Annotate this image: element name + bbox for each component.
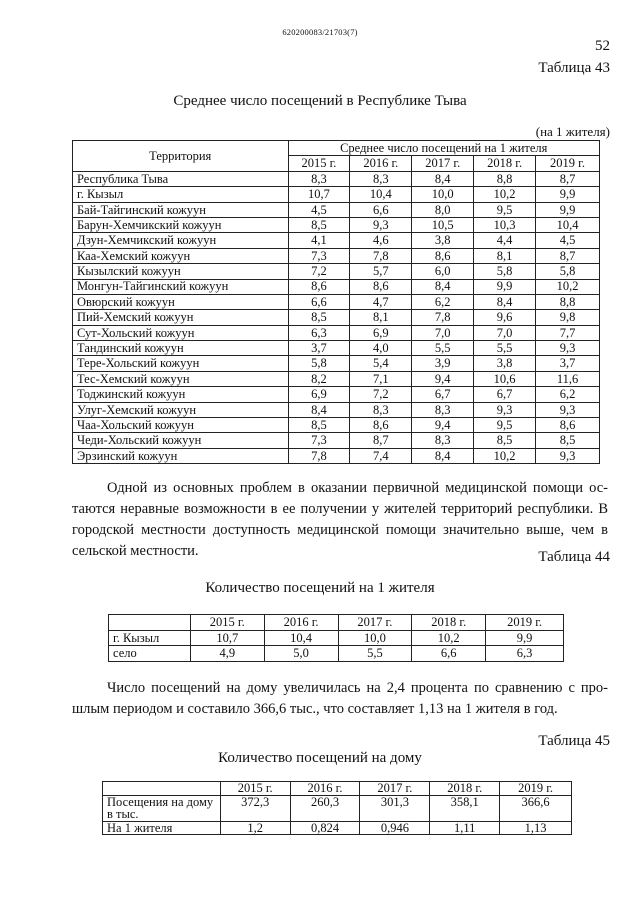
- table-row: [73, 418, 600, 433]
- table-cell-value: 10,2: [474, 187, 536, 202]
- paragraph1-line: сельской местности.: [72, 543, 199, 559]
- table-cell-value: 9,6: [474, 310, 536, 325]
- table44: [108, 614, 564, 662]
- table-cell-value: 7,7: [536, 325, 600, 340]
- table-cell-value: 4,4: [474, 233, 536, 248]
- table43-label: Таблица 43: [538, 60, 610, 76]
- row-label: село: [109, 646, 191, 662]
- table-cell-value: 5,5: [412, 341, 474, 356]
- table-cell-value: 6,3: [486, 646, 564, 662]
- table-cell-value: 8,3: [412, 402, 474, 417]
- table-row: [109, 646, 564, 662]
- table43-year-header: 2016 г.: [350, 156, 412, 171]
- paragraph-home-visits: [72, 678, 608, 720]
- table-cell-value: 10,4: [264, 630, 338, 646]
- paragraph2-line: Число посещений на дому увеличилась на 2,4 процента по сравнению с про-: [107, 680, 608, 696]
- table-row: [109, 630, 564, 646]
- table-row: [73, 402, 600, 417]
- table-cell-value: 8,0: [412, 202, 474, 217]
- table-cell-value: 3,8: [474, 356, 536, 371]
- table-cell-value: 1,2: [220, 821, 290, 835]
- table-cell-value: 5,8: [536, 264, 600, 279]
- table-row: [73, 264, 600, 279]
- paragraph2-line: шлым периодом и составило 366,6 тыс., что составляет 1,13 на 1 жителя в год.: [72, 701, 558, 717]
- table-cell-value: 7,3: [288, 433, 350, 448]
- table-cell-value: 8,4: [412, 279, 474, 294]
- territory-name: Тес-Хемский кожуун: [73, 371, 289, 386]
- table-cell-value: 9,3: [474, 402, 536, 417]
- table-cell-value: 7,0: [412, 325, 474, 340]
- table-cell-value: 5,4: [350, 356, 412, 371]
- table-cell-value: 9,5: [474, 418, 536, 433]
- table-row: [73, 217, 600, 232]
- table-cell-value: 7,2: [288, 264, 350, 279]
- table-cell-value: 260,3: [290, 795, 360, 821]
- table-cell-value: 3,7: [536, 356, 600, 371]
- table-cell-value: 1,11: [430, 821, 500, 835]
- table-cell-value: 7,3: [288, 248, 350, 263]
- table-row: [73, 187, 600, 202]
- table-cell-value: 9,3: [536, 402, 600, 417]
- table-cell-value: 8,5: [288, 418, 350, 433]
- table-cell-value: 8,3: [350, 402, 412, 417]
- table43-header-territory: Территория: [73, 141, 289, 172]
- table-cell-value: 5,0: [264, 646, 338, 662]
- table43-year-header: 2018 г.: [474, 156, 536, 171]
- table-cell-value: 9,4: [412, 418, 474, 433]
- table-cell-value: 4,1: [288, 233, 350, 248]
- row-label-line: Посещения на дому: [107, 794, 214, 809]
- territory-name: Чаа-Хольский кожуун: [73, 418, 289, 433]
- table45-label: Таблица 45: [538, 733, 610, 749]
- page-number: 52: [595, 38, 610, 54]
- table-cell-value: 3,8: [412, 233, 474, 248]
- table-cell-value: 8,4: [474, 294, 536, 309]
- table-cell-value: 8,1: [474, 248, 536, 263]
- table-cell-value: 5,8: [474, 264, 536, 279]
- table-row: [73, 433, 600, 448]
- table-row: [73, 202, 600, 217]
- table-row: [73, 233, 600, 248]
- territory-name: Бай-Тайгинский кожуун: [73, 202, 289, 217]
- table43: [72, 140, 600, 464]
- table-cell-value: 9,9: [536, 187, 600, 202]
- table-cell-value: 4,7: [350, 294, 412, 309]
- territory-name: Улуг-Хемский кожуун: [73, 402, 289, 417]
- table-row: [73, 294, 600, 309]
- territory-name: Барун-Хемчикский кожуун: [73, 217, 289, 232]
- table-row: [73, 371, 600, 386]
- table-cell-value: 6,9: [350, 325, 412, 340]
- document-id: 620200083/21703(7): [282, 27, 358, 37]
- table-cell-value: 8,5: [288, 217, 350, 232]
- table-cell-value: 6,7: [474, 387, 536, 402]
- table-cell-value: 8,8: [536, 294, 600, 309]
- territory-name: Пий-Хемский кожуун: [73, 310, 289, 325]
- table-cell-value: 10,3: [474, 217, 536, 232]
- table44-label: Таблица 44: [538, 549, 610, 565]
- table-cell-value: 9,3: [536, 448, 600, 463]
- paragraph1-line: городской местности доступность медицинской помощи значительно выше, чем в: [72, 522, 608, 538]
- table-cell-value: 5,5: [338, 646, 412, 662]
- table-cell-value: 4,6: [350, 233, 412, 248]
- table-cell-value: 10,0: [412, 187, 474, 202]
- table-cell-value: 9,4: [412, 371, 474, 386]
- table-cell-value: 6,6: [350, 202, 412, 217]
- table-cell-value: 3,7: [288, 341, 350, 356]
- table-cell-value: 5,5: [474, 341, 536, 356]
- table-cell-value: 10,2: [412, 630, 486, 646]
- row-label: [103, 821, 221, 835]
- table-cell-value: 8,5: [536, 433, 600, 448]
- table-row: [73, 310, 600, 325]
- table-cell-value: 8,6: [350, 279, 412, 294]
- table-cell-value: 8,1: [350, 310, 412, 325]
- territory-name: Дзун-Хемчикский кожуун: [73, 233, 289, 248]
- table-cell-value: 1,13: [500, 821, 572, 835]
- table-cell-value: 8,7: [536, 248, 600, 263]
- table-cell-value: 8,6: [288, 279, 350, 294]
- territory-name: Эрзинский кожуун: [73, 448, 289, 463]
- table-cell-value: 6,6: [412, 646, 486, 662]
- table43-unit: (на 1 жителя): [535, 124, 610, 139]
- territory-name: Сут-Хольский кожуун: [73, 325, 289, 340]
- table-cell-value: 8,4: [412, 448, 474, 463]
- table-row: [73, 387, 600, 402]
- table-cell-value: 301,3: [360, 795, 430, 821]
- table-cell-value: 7,1: [350, 371, 412, 386]
- table-cell-value: 9,9: [474, 279, 536, 294]
- table-row: [73, 279, 600, 294]
- table-cell-value: 8,3: [288, 171, 350, 186]
- table-cell-value: 7,8: [412, 310, 474, 325]
- table-row: [73, 171, 600, 186]
- table-cell-value: 7,0: [474, 325, 536, 340]
- territory-name: Чеди-Хольский кожуун: [73, 433, 289, 448]
- table-cell-value: 10,2: [536, 279, 600, 294]
- row-label-line: На 1 жителя: [107, 820, 173, 835]
- table45-year-header: 2015 г.: [220, 782, 290, 796]
- table44-year-header: 2019 г.: [486, 615, 564, 631]
- table43-year-header: 2017 г.: [412, 156, 474, 171]
- table-cell-value: 6,2: [412, 294, 474, 309]
- table-cell-value: 9,3: [536, 341, 600, 356]
- territory-name: Монгун-Тайгинский кожуун: [73, 279, 289, 294]
- table-cell-value: 8,6: [350, 418, 412, 433]
- table-row: [103, 821, 572, 835]
- table-cell-value: 10,4: [350, 187, 412, 202]
- table-cell-value: 8,4: [288, 402, 350, 417]
- table-cell-value: 7,4: [350, 448, 412, 463]
- table45-year-header: 2018 г.: [430, 782, 500, 796]
- table-cell-value: 4,5: [536, 233, 600, 248]
- row-label-line: в тыс.: [107, 807, 139, 821]
- table-cell-value: 10,7: [288, 187, 350, 202]
- table-cell-value: 5,7: [350, 264, 412, 279]
- table-cell-value: 5,8: [288, 356, 350, 371]
- table43-year-header: 2015 г.: [288, 156, 350, 171]
- table44-year-header: 2017 г.: [338, 615, 412, 631]
- table45-title: Количество посещений на дому: [218, 750, 422, 766]
- table-cell-value: 8,6: [412, 248, 474, 263]
- table-cell-value: 9,5: [474, 202, 536, 217]
- table-row: [73, 448, 600, 463]
- territory-name: Овюрский кожуун: [73, 294, 289, 309]
- table-cell-value: 6,3: [288, 325, 350, 340]
- table44-year-header: 2018 г.: [412, 615, 486, 631]
- table-cell-value: 10,4: [536, 217, 600, 232]
- table-cell-value: 8,5: [474, 433, 536, 448]
- table-cell-value: 8,3: [350, 171, 412, 186]
- paragraph1-line: таются неравные возможности в ее получении у жителей территорий республики. В: [72, 501, 608, 517]
- table-cell-value: 3,9: [412, 356, 474, 371]
- table45: [102, 781, 572, 835]
- table-cell-value: 372,3: [220, 795, 290, 821]
- table-cell-value: 11,6: [536, 371, 600, 386]
- table44-year-header: 2015 г.: [190, 615, 264, 631]
- table45-year-header: 2016 г.: [290, 782, 360, 796]
- table-cell-value: 10,2: [474, 448, 536, 463]
- territory-name: Кызылский кожуун: [73, 264, 289, 279]
- table43-year-header: 2019 г.: [536, 156, 600, 171]
- table-cell-value: 4,9: [190, 646, 264, 662]
- territory-name: Тере-Хольский кожуун: [73, 356, 289, 371]
- table-cell-value: 0,824: [290, 821, 360, 835]
- table-cell-value: 8,8: [474, 171, 536, 186]
- territory-name: Каа-Хемский кожуун: [73, 248, 289, 263]
- territory-name: г. Кызыл: [73, 187, 289, 202]
- table-row: [73, 325, 600, 340]
- table-cell-value: 4,0: [350, 341, 412, 356]
- table-cell-value: 9,3: [350, 217, 412, 232]
- table-cell-value: 8,5: [288, 310, 350, 325]
- table-cell-value: 6,2: [536, 387, 600, 402]
- table-row: [73, 341, 600, 356]
- row-label: г. Кызыл: [109, 630, 191, 646]
- table-cell-value: 358,1: [430, 795, 500, 821]
- table-cell-value: 8,6: [536, 418, 600, 433]
- table-cell-value: 0,946: [360, 821, 430, 835]
- table-cell-value: 7,8: [350, 248, 412, 263]
- row-label: [103, 795, 221, 821]
- paragraph1-line: Одной из основных проблем в оказании первичной медицинской помощи ос-: [107, 480, 608, 496]
- table-cell-value: 9,9: [486, 630, 564, 646]
- territory-name: Тандинский кожуун: [73, 341, 289, 356]
- table-cell-value: 10,0: [338, 630, 412, 646]
- table-cell-value: 8,7: [536, 171, 600, 186]
- table-cell-value: 8,7: [350, 433, 412, 448]
- table43-header-group: Среднее число посещений на 1 жителя: [288, 141, 600, 156]
- table-cell-value: 366,6: [500, 795, 572, 821]
- table-cell-value: 8,4: [412, 171, 474, 186]
- table-cell-value: 6,0: [412, 264, 474, 279]
- table-cell-value: 6,6: [288, 294, 350, 309]
- table-cell-value: 7,8: [288, 448, 350, 463]
- table45-year-header: 2017 г.: [360, 782, 430, 796]
- table-cell-value: 10,7: [190, 630, 264, 646]
- table-cell-value: 6,9: [288, 387, 350, 402]
- table-row: [103, 795, 572, 821]
- table-cell-value: 9,8: [536, 310, 600, 325]
- table-cell-value: 6,7: [412, 387, 474, 402]
- table43-title: Среднее число посещений в Республике Тыва: [173, 93, 467, 109]
- table45-year-header: 2019 г.: [500, 782, 572, 796]
- table44-year-header: 2016 г.: [264, 615, 338, 631]
- territory-name: Республика Тыва: [73, 171, 289, 186]
- table-row: [73, 248, 600, 263]
- table-cell-value: 4,5: [288, 202, 350, 217]
- table-cell-value: 8,3: [412, 433, 474, 448]
- territory-name: Тоджинский кожуун: [73, 387, 289, 402]
- table-cell-value: 10,6: [474, 371, 536, 386]
- table-cell-value: 7,2: [350, 387, 412, 402]
- table-cell-value: 8,2: [288, 371, 350, 386]
- table-cell-value: 9,9: [536, 202, 600, 217]
- table-row: [73, 356, 600, 371]
- table-cell-value: 10,5: [412, 217, 474, 232]
- table44-title: Количество посещений на 1 жителя: [205, 580, 435, 596]
